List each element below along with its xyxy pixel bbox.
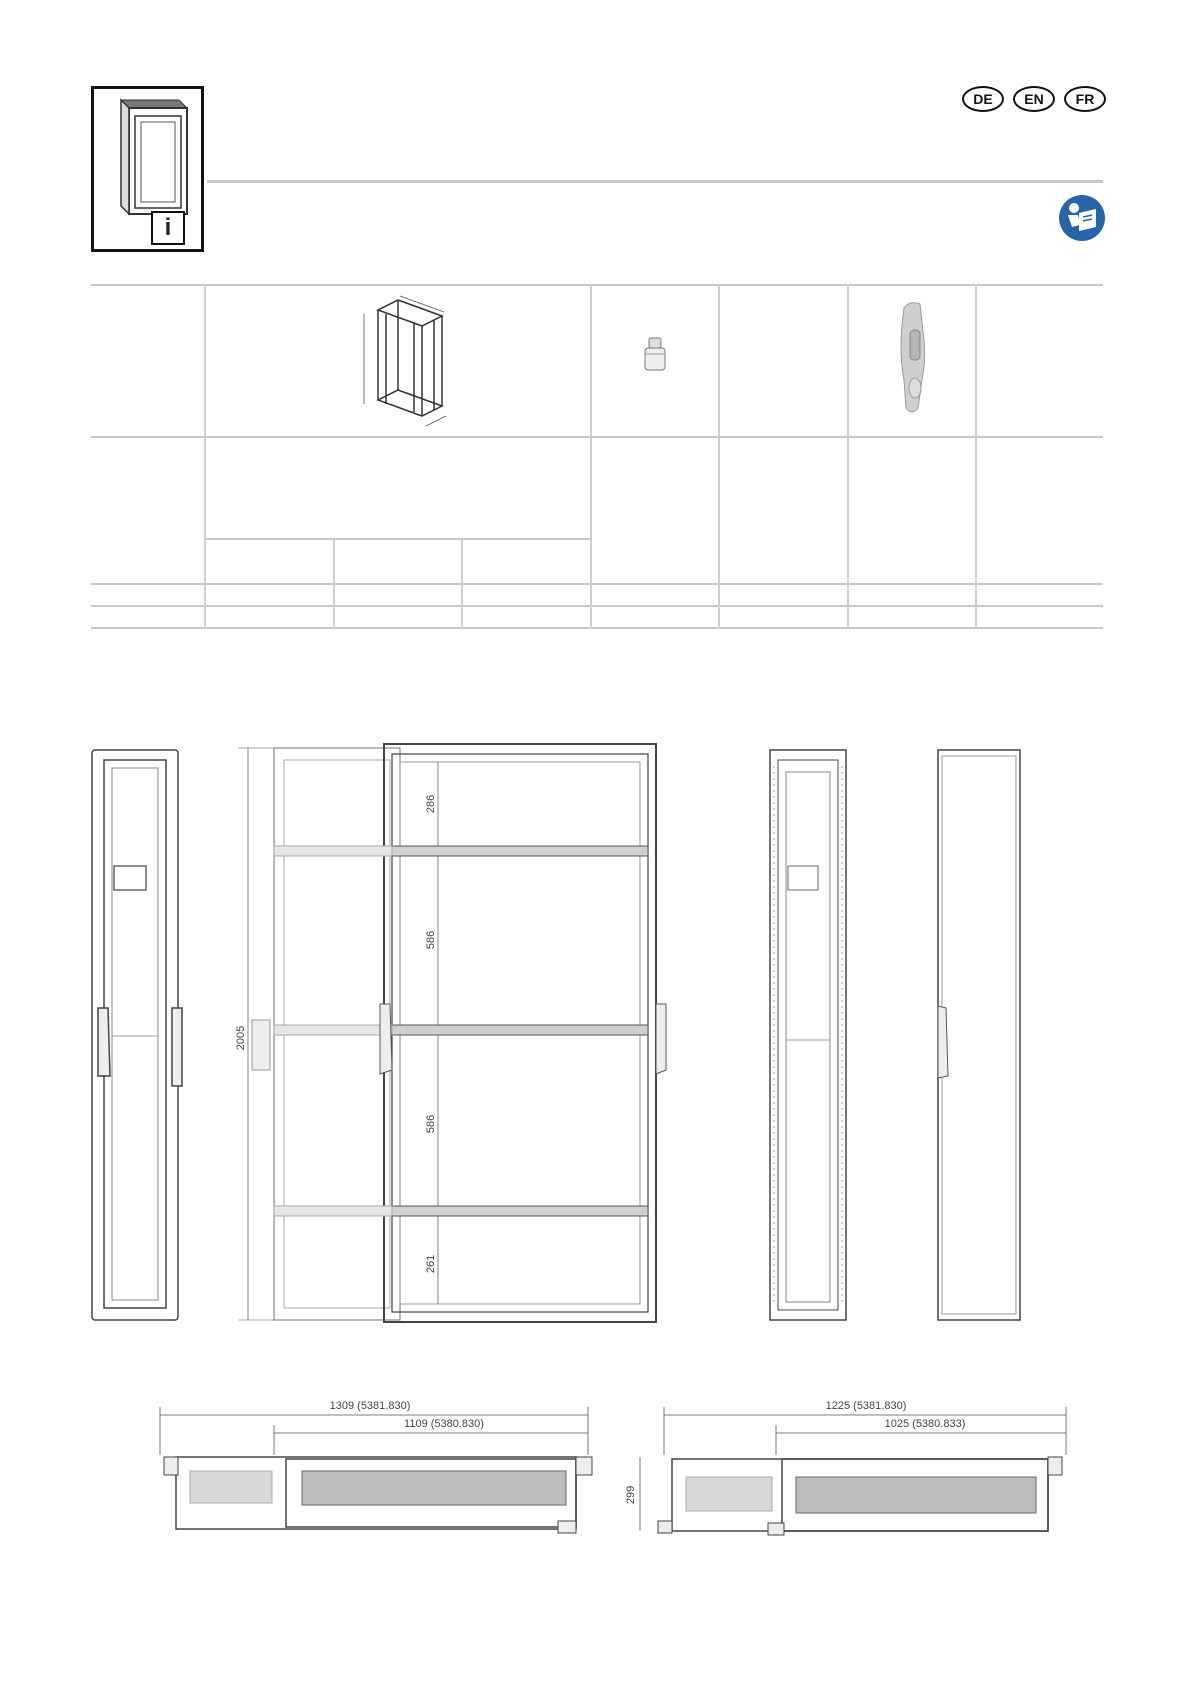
info-badge-label: i	[164, 214, 172, 241]
plan-left-inner-dim: 1109 (5380.830)	[404, 1418, 484, 1430]
lock-cylinder-illustration	[641, 336, 671, 376]
table-col-divider	[333, 538, 335, 629]
plan-right-depth-dim: 299	[625, 1485, 637, 1505]
table-col-divider	[590, 284, 592, 629]
plan-view-left	[156, 1395, 596, 1545]
enclosure-frame-illustration	[350, 292, 460, 432]
product-table	[0, 0, 1191, 640]
table-col-divider	[718, 284, 720, 629]
table-rule	[91, 583, 1103, 585]
dim-div-bottom: 261	[425, 1254, 437, 1274]
dim-div-mid2: 586	[425, 1114, 437, 1134]
dim-height: 2005	[235, 1025, 247, 1051]
front-view-open	[234, 740, 674, 1330]
plan-right-overall-dim: 1225 (5381.830)	[825, 1400, 907, 1412]
plan-left-overall-dim: 1309 (5381.830)	[329, 1400, 411, 1412]
table-col-divider	[461, 538, 463, 629]
table-rule	[91, 605, 1103, 607]
table-col-divider	[204, 284, 206, 629]
side-view-closed	[930, 746, 1030, 1326]
table-col-divider	[847, 284, 849, 629]
side-view-left	[88, 746, 188, 1326]
lang-en-label: EN	[1024, 91, 1044, 107]
dim-div-mid1: 586	[425, 930, 437, 950]
plan-right-inner-dim: 1025 (5380.833)	[884, 1418, 966, 1430]
lang-fr-label: FR	[1075, 91, 1095, 107]
table-rule	[205, 538, 590, 540]
table-top-rule	[91, 284, 1103, 286]
plan-view-right	[620, 1395, 1060, 1545]
table-col-divider	[975, 284, 977, 629]
dim-div-top: 286	[425, 794, 437, 814]
side-view-frame	[762, 746, 862, 1326]
door-handle-illustration	[888, 300, 938, 420]
table-rule	[91, 436, 1103, 438]
lang-de-label: DE	[973, 91, 993, 107]
table-rule	[91, 627, 1103, 629]
